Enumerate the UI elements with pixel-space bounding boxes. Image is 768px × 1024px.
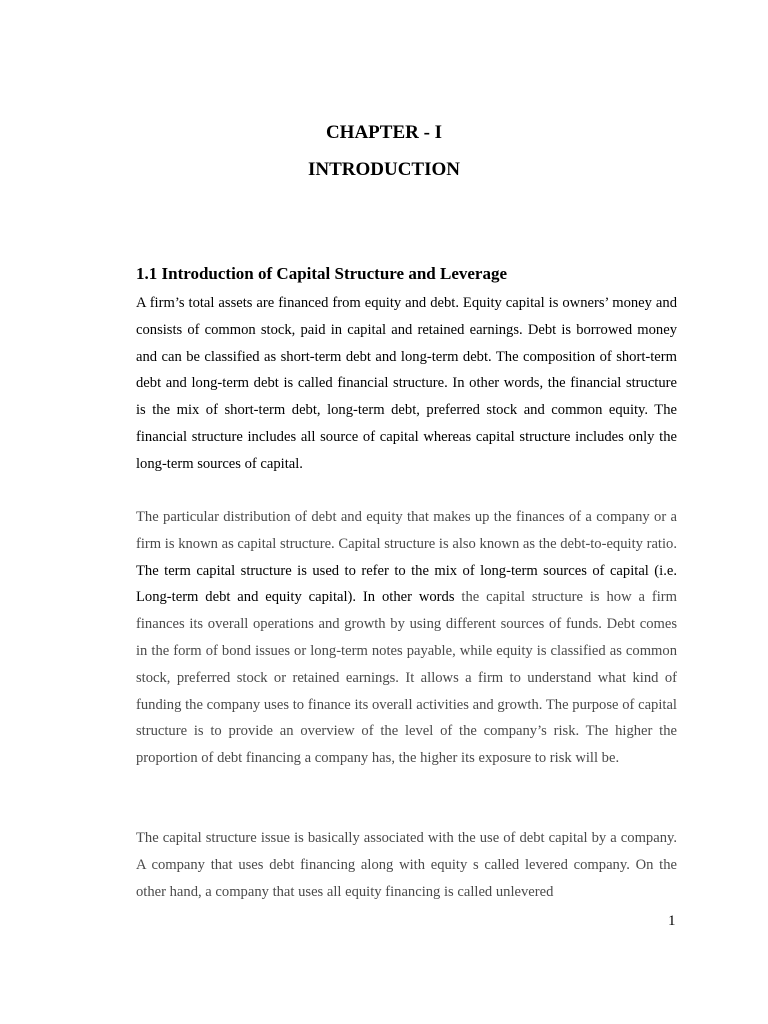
page-number: 1 [668, 913, 676, 929]
section-heading: 1.1 Introduction of Capital Structure and Leverage [136, 264, 508, 283]
paragraph-capital-structure [136, 504, 677, 772]
paragraph-capital-structure-part2: The term capital structure is used to refer to the mix of long-term sources of capital (i.e. Long-term debt and equity capital). In other words [136, 562, 677, 606]
paragraph-capital-structure-part3: the capital structure is how a firm finances its overall operations and growth by using different sources of funds. Debt comes in the form of bond issues or long-term notes payable, while equity is classified as common stock, preferred stock or retained earnings. It allows a firm to understand what kind of funding the company uses to finance its overall activities and growth. The purpose of capital structure is to provide an overview of the level of the company’s risk. The higher the proportion of debt financing a company has, the higher its exposure to risk will be. [136, 589, 677, 767]
chapter-title: INTRODUCTION [307, 159, 461, 180]
paragraph-capital-structure-part1: The particular distribution of debt and equity that makes up the finances of a company or a firm is known as capital structure. Capital structure is also known as the debt-to-equity ratio. [136, 509, 677, 552]
paragraph-leverage: The capital structure issue is basically associated with the use of debt capital by a company. A company that uses debt financing along with equity s called levered company. On the other hand, a company that uses all equity financing is called unlevered [136, 830, 677, 900]
paragraph-financial-structure: A firm’s total assets are financed from equity and debt. Equity capital is owners’ money and consists of common stock, paid in capital and retained earnings. Debt is borrowed money and can be classified as short-term debt and long-term debt. The composition of short-term debt and long-term debt is called financial structure. In other words, the financial structure is the mix of short-term debt, long-term debt, preferred stock and common equity. The financial structure includes all source of capital whereas capital structure includes only the long-term sources of capital. [136, 295, 677, 472]
chapter-number: CHAPTER - I [325, 122, 443, 143]
